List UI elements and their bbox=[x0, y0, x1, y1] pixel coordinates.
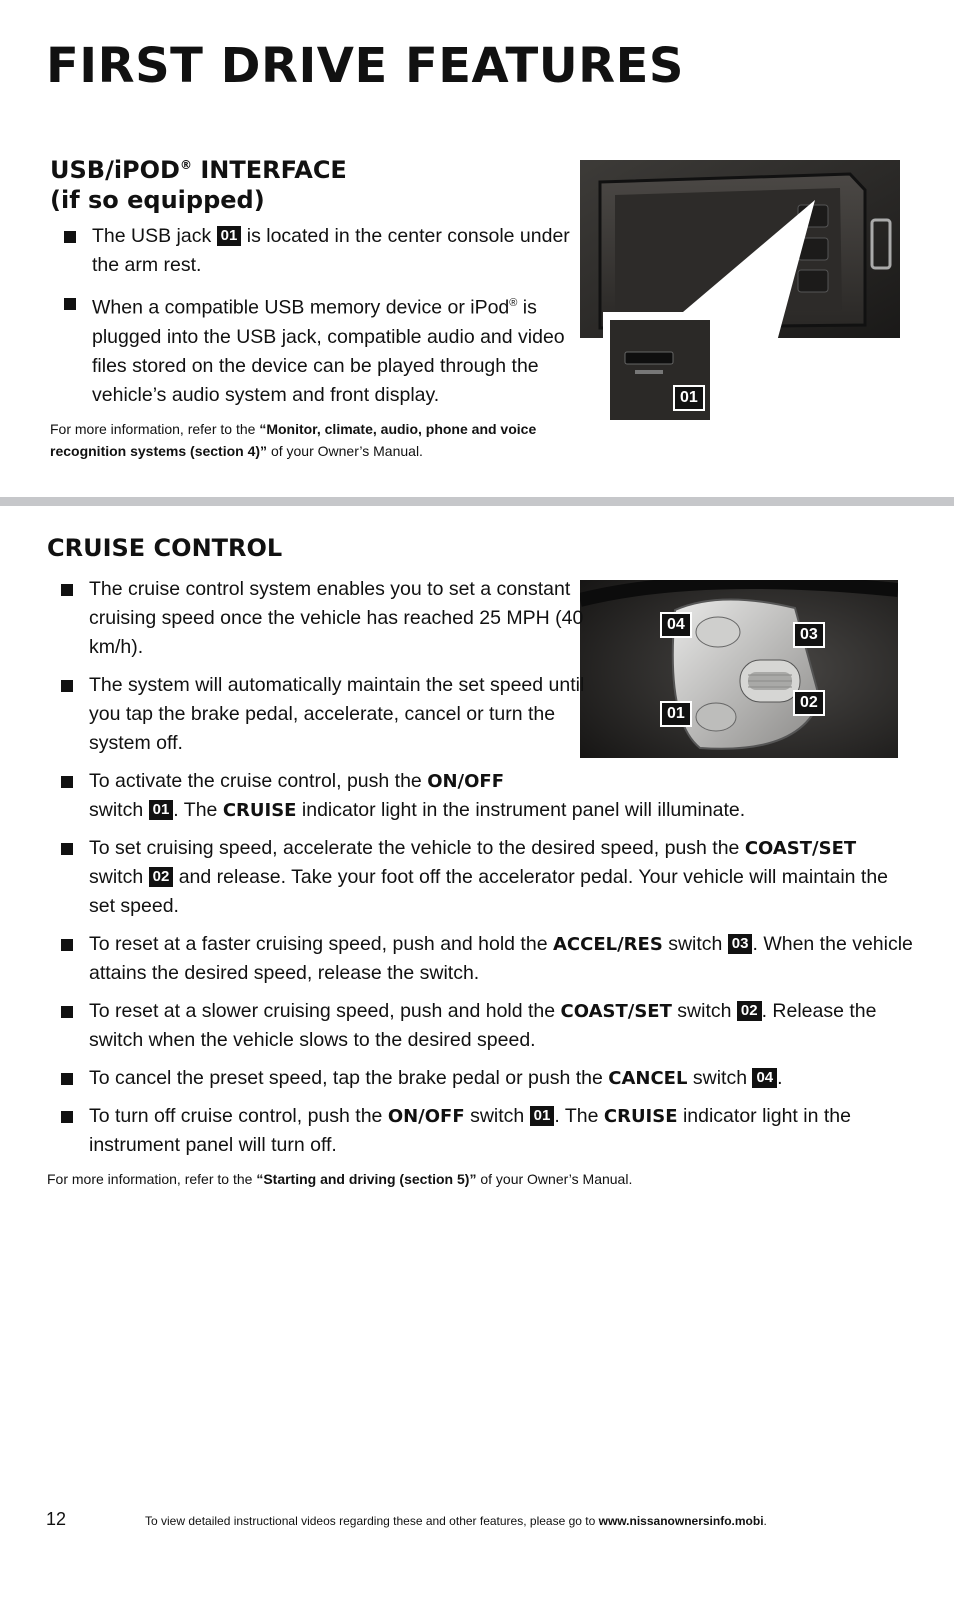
cruise-reference-note bbox=[47, 1168, 907, 1190]
text: To turn off cruise control, push the bbox=[89, 1105, 388, 1127]
reg-mark: ® bbox=[509, 297, 518, 309]
cruise-bullet-4 bbox=[47, 834, 915, 921]
bullet-square-icon bbox=[61, 680, 73, 692]
text: switch bbox=[89, 866, 149, 888]
usb-bullet-1 bbox=[50, 222, 570, 280]
text: To reset at a faster cruising speed, push and hold the bbox=[89, 933, 553, 955]
footer-note bbox=[145, 1514, 767, 1528]
bullet-square-icon bbox=[61, 584, 73, 596]
text: of your Owner’s Manual. bbox=[476, 1171, 633, 1187]
text: . bbox=[763, 1514, 767, 1528]
switch-name: COAST/SET bbox=[744, 838, 857, 859]
bullet-square-icon bbox=[61, 843, 73, 855]
usb-bullet-2 bbox=[50, 289, 570, 410]
callout-number: 02 bbox=[737, 1001, 762, 1021]
bullet-square-icon bbox=[64, 231, 76, 243]
usb-heading-line1: USB/iPOD bbox=[50, 156, 180, 184]
usb-heading-reg: ® bbox=[179, 158, 192, 172]
text: . The bbox=[554, 1105, 604, 1127]
text: “Starting and driving (section 5)” bbox=[256, 1171, 477, 1187]
page-number: 12 bbox=[46, 1509, 67, 1529]
center-console-illustration bbox=[580, 160, 900, 430]
text: indicator light in the instrument panel will turn off. bbox=[89, 1105, 851, 1156]
text: To view detailed instructional videos regarding these and other features, please go to bbox=[145, 1514, 599, 1528]
text: The cruise control system enables you to set a constant cruising speed once the vehicle has reached 25 MPH (40 km/h). bbox=[89, 578, 584, 658]
text: To activate the cruise control, push the bbox=[89, 770, 428, 792]
text: To cancel the preset speed, tap the brake pedal or push the bbox=[89, 1067, 609, 1089]
text: of your Owner’s Manual. bbox=[267, 443, 423, 459]
usb-heading bbox=[50, 150, 347, 215]
switch-name: CANCEL bbox=[608, 1068, 688, 1089]
coast-set-switch-callout: 02 bbox=[793, 690, 825, 716]
text: is plugged into the USB jack, compatible audio and video files stored on the device can be played through the vehicle’s audio system and front display. bbox=[92, 296, 565, 406]
bullet-square-icon bbox=[64, 298, 76, 310]
cruise-bullet-6 bbox=[47, 997, 915, 1055]
bullet-square-icon bbox=[61, 1111, 73, 1123]
cruise-bullet-1 bbox=[47, 575, 594, 662]
text: and release. Take your foot off the accelerator pedal. Your vehicle will maintain the set speed. bbox=[89, 866, 889, 917]
cruise-bullet-7 bbox=[47, 1064, 915, 1093]
cancel-switch-callout: 04 bbox=[660, 612, 692, 638]
usb-reference-note bbox=[50, 418, 570, 462]
bullet-square-icon bbox=[61, 776, 73, 788]
switch-name: COAST/SET bbox=[560, 1001, 672, 1022]
cruise-bullet-list bbox=[47, 575, 915, 1169]
text: . Release the switch when the vehicle slows to the desired speed. bbox=[89, 1000, 877, 1051]
text: “Monitor, climate, audio, phone and voice recognition systems (section 4)” bbox=[50, 421, 537, 459]
cruise-bullet-3 bbox=[47, 767, 915, 825]
cruise-bullet-2 bbox=[47, 671, 594, 758]
callout-number: 04 bbox=[752, 1068, 777, 1088]
usb-heading-line2: (if so equipped) bbox=[50, 186, 265, 214]
callout-number: 01 bbox=[530, 1106, 555, 1126]
text: switch bbox=[464, 1105, 530, 1127]
section-divider bbox=[0, 497, 954, 506]
usb-bullet-list bbox=[50, 222, 570, 419]
bullet-square-icon bbox=[61, 939, 73, 951]
on-off-switch-callout: 01 bbox=[660, 701, 692, 727]
indicator-name: CRUISE bbox=[222, 800, 297, 821]
text: switch bbox=[671, 1000, 737, 1022]
website-link[interactable]: www.nissanownersinfo.mobi bbox=[598, 1514, 764, 1528]
text: For more information, refer to the bbox=[50, 421, 260, 437]
page-title: FIRST DRIVE FEATURES bbox=[46, 38, 684, 94]
bullet-square-icon bbox=[61, 1006, 73, 1018]
switch-name: ON/OFF bbox=[387, 1106, 465, 1127]
switch-name: ON/OFF bbox=[427, 771, 505, 792]
text: The USB jack bbox=[92, 225, 217, 247]
callout-number: 01 bbox=[217, 226, 242, 246]
text: . bbox=[777, 1067, 783, 1089]
usb-heading-line1-end: INTERFACE bbox=[191, 156, 347, 184]
text: indicator light in the instrument panel will illuminate. bbox=[296, 799, 746, 821]
text: switch bbox=[89, 799, 149, 821]
cruise-bullet-5 bbox=[47, 930, 915, 988]
indicator-name: CRUISE bbox=[603, 1106, 678, 1127]
cruise-bullet-8 bbox=[47, 1102, 915, 1160]
text: . The bbox=[173, 799, 223, 821]
usb-console-photo bbox=[580, 160, 900, 430]
callout-number: 02 bbox=[149, 867, 174, 887]
text: is located in the center console under the arm rest. bbox=[92, 225, 570, 276]
text: switch bbox=[662, 933, 728, 955]
accel-res-switch-callout: 03 bbox=[793, 622, 825, 648]
text: The system will automatically maintain the set speed until you tap the brake pedal, accelerate, cancel or turn the system off. bbox=[89, 674, 585, 754]
text: For more information, refer to the bbox=[47, 1171, 257, 1187]
usb-jack-callout: 01 bbox=[673, 385, 705, 411]
switch-name: ACCEL/RES bbox=[552, 934, 663, 955]
cruise-heading: CRUISE CONTROL bbox=[47, 534, 283, 562]
text: To reset at a slower cruising speed, push and hold the bbox=[89, 1000, 561, 1022]
callout-number: 03 bbox=[728, 934, 753, 954]
text: . When the vehicle attains the desired speed, release the switch. bbox=[89, 933, 913, 984]
text: To set cruising speed, accelerate the vehicle to the desired speed, push the bbox=[89, 837, 745, 859]
callout-number: 01 bbox=[149, 800, 174, 820]
text: switch bbox=[687, 1067, 753, 1089]
text: When a compatible USB memory device or iPod bbox=[92, 296, 510, 319]
bullet-square-icon bbox=[61, 1073, 73, 1085]
